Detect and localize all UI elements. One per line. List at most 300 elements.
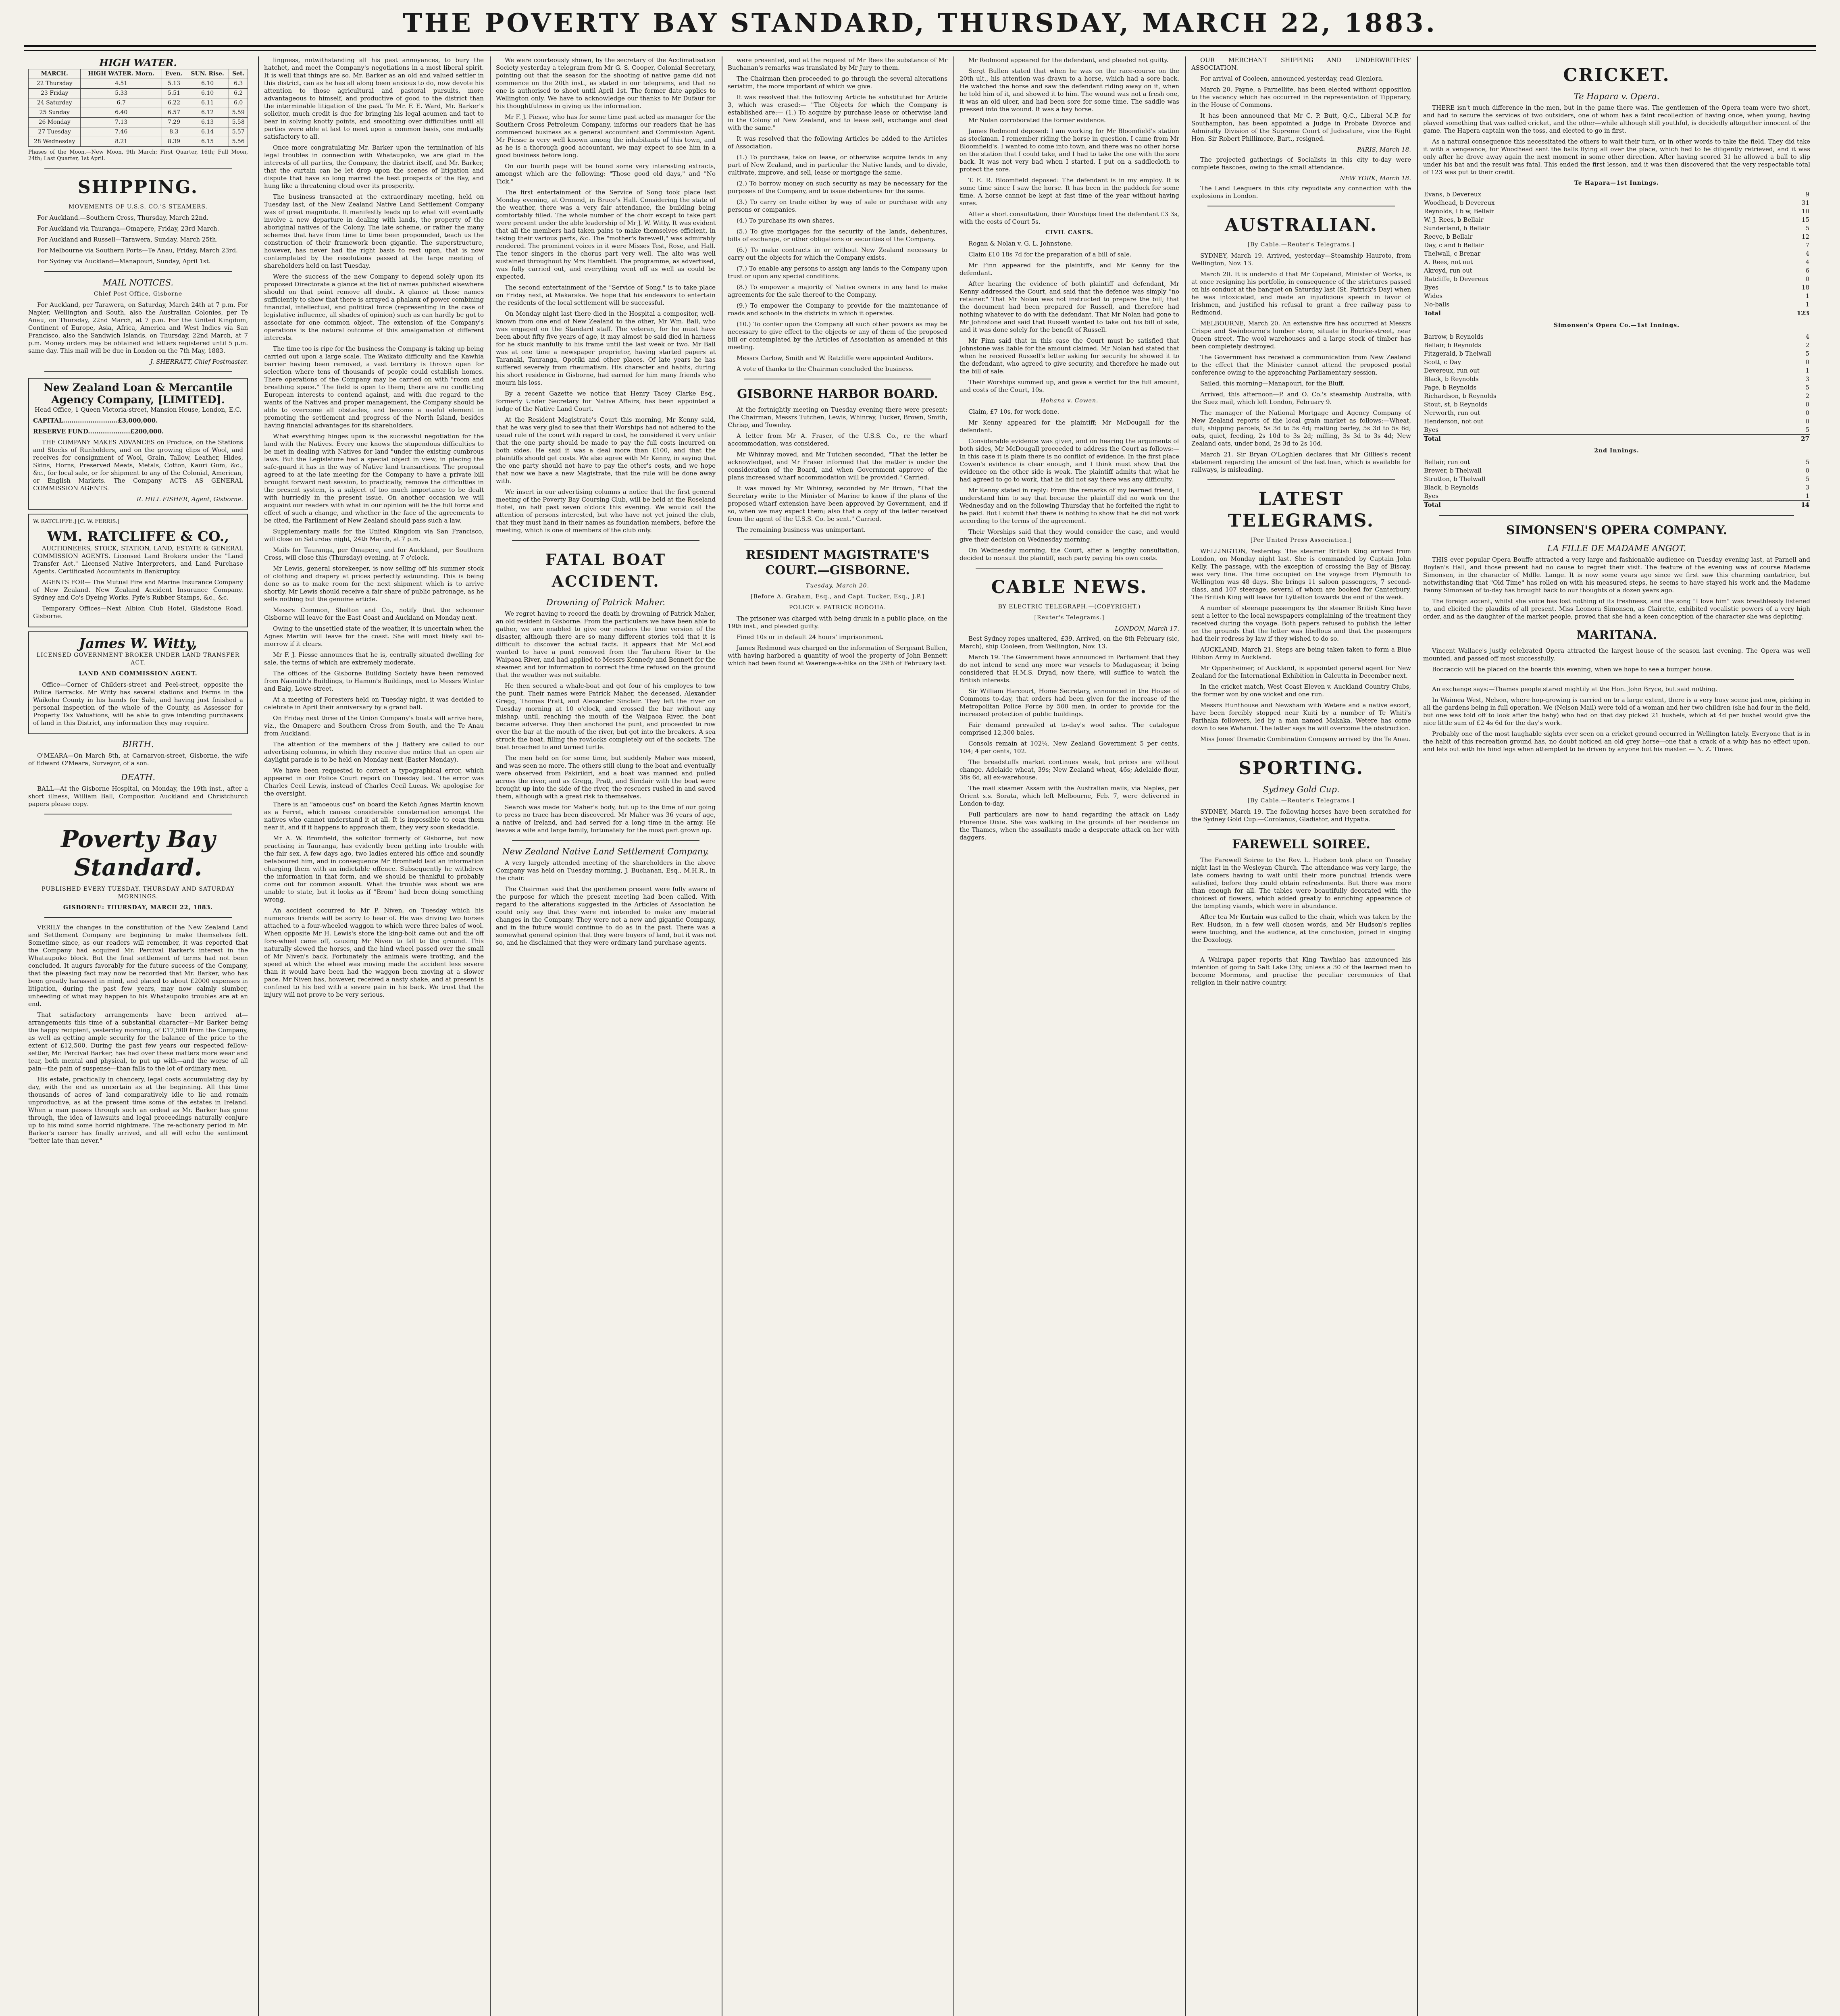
company-meeting-article bbox=[728, 56, 947, 373]
article-paragraph: Sergt Bullen stated that when he was on the race-course on the 20th ult., his attention was drawn to a horse, which had a sore back. He watched the horse and saw the defendant riding away on it, when he told him of it, and showed it to him. The wound was not a fresh one, it was an old ulcer, and had been sore for some time. The saddle was pressed into the wound. It was a bay horse. bbox=[960, 67, 1179, 113]
batsman-runs: 0 bbox=[1805, 467, 1809, 474]
article-paragraph: March 20. Payne, a Parnellite, has been elected without opposition to the vacancy which has occurred in the representation of Tipperary, in the House of Commons. bbox=[1191, 86, 1411, 108]
batsman-runs: 0 bbox=[1805, 275, 1809, 283]
batsman-name: Day, c and b Bellair bbox=[1424, 242, 1484, 249]
batsman-name: Strutton, b Thelwall bbox=[1424, 475, 1486, 483]
magistrates-court-article bbox=[728, 615, 947, 667]
scorecard-row bbox=[1423, 258, 1810, 267]
column-rule bbox=[953, 56, 954, 2016]
tide-cell: 6.3 bbox=[229, 79, 248, 89]
fatal-accident-article bbox=[496, 610, 716, 834]
tide-cell: 6.57 bbox=[162, 108, 186, 118]
article-paragraph: Mr Redmond appeared for the defendant, and pleaded not guilty. bbox=[968, 56, 1169, 64]
total-label: Total bbox=[1423, 501, 1784, 510]
maritana-heading: MARITANA. bbox=[1576, 628, 1657, 642]
scorecard-row bbox=[1423, 333, 1810, 341]
article-paragraph: (4.) To purchase its own shares. bbox=[737, 217, 835, 224]
column-1 bbox=[28, 56, 248, 2016]
batsman-name: Byes bbox=[1424, 426, 1439, 433]
tide-cell: 6.12 bbox=[186, 108, 229, 118]
article-paragraph: THERE isn't much difference in the men, but in the game there was. The gentlemen of the Opera team were two short, and had to secure the services of two outsiders, one of whom has a faint recollection of having once, when young, having played something that was called cricket, and the other—while although still youthful, is decidedly altogether innocent of the game. The Hapera captain won the toss, and elected to go in first. bbox=[1423, 104, 1810, 134]
shipping-heading: SHIPPING. bbox=[77, 177, 199, 198]
batsman-name: Brewer, b Thelwall bbox=[1424, 467, 1482, 474]
tide-row bbox=[29, 127, 248, 137]
scorecard-row bbox=[1423, 350, 1810, 358]
article-paragraph: Fined 10s or in default 24 hours' imprisonment. bbox=[737, 633, 884, 641]
divider bbox=[1439, 679, 1794, 680]
mail-notices-signature: J. SHERRATT, Chief Postmaster. bbox=[150, 358, 248, 365]
scorecard-row bbox=[1423, 233, 1810, 241]
tide-cell: 25 Sunday bbox=[29, 108, 81, 118]
native-land-company-article bbox=[496, 859, 716, 947]
scorecard-row bbox=[1423, 341, 1810, 350]
batsman-name: Byes bbox=[1424, 284, 1439, 291]
editorial-paragraph: VERILY the changes in the constitution of the New Zealand Land and Settlement Company are beginning to make themselves felt. Sometime since, as our readers will remember, it was reported that the Company had acquired Mr. Percival Barker's interest in the Whataupoko block. But the final settlement of terms had not been concluded. It augurs favorably for the future success of the Company, that the pleasing fact may now be recorded that Mr. Barker, who has been greatly harassed in mind, and placed to about £2000 expenses in litigation, during the past few years, may now calmly slumber, unheeding of what may happen to his Whataupoko troubles are at an end. bbox=[28, 924, 248, 1008]
article-paragraph: The manager of the National Mortgage and Agency Company of New Zealand reports of the local grain market as follows:—Wheat, dull; shipping parcels, 5s 3d to 5s 4d; malting barley, 5s 3d to 5s 6d; oats, quiet, feeding, 2s 10d to 3s 2d; milling, 3s 3d to 3s 4d; New Zealand oats, under bond, 2s 3d to 2s 10d. bbox=[1191, 409, 1411, 447]
tide-row bbox=[29, 89, 248, 98]
fatal-accident-heading: FATAL BOAT ACCIDENT. bbox=[545, 550, 666, 590]
batsman-runs: 4 bbox=[1805, 333, 1809, 340]
article-paragraph: SYDNEY, March 19. Arrived, yesterday—Steamship Hauroto, from Wellington, Nov. 13. bbox=[1191, 252, 1411, 267]
batsman-name: Black, b Reynolds bbox=[1424, 484, 1479, 491]
article-paragraph: Mr Whinray moved, and Mr Tutchen seconded, "That the letter be acknowledged, and Mr Fraser informed that the matter is under the consideration of the Board, and when Government approve of the plans increased wharf accommodation will be provided." Carried. bbox=[728, 451, 947, 481]
batsman-runs: 15 bbox=[1801, 216, 1809, 223]
article-paragraph: The Farewell Soiree to the Rev. L. Hudson took place on Tuesday night last in the Wesleyan Church. The attendance was very large, the late comers having to wait until their more punctual friends were satisfied, before they could obtain refreshments. But there was more than enough for all. The tables were beautifully decorated with the choicest of flowers, which added greatly to enriching appearance of the tempting viands, which were in abundance. bbox=[1191, 856, 1411, 910]
batsman-name: A. Rees, not out bbox=[1424, 258, 1473, 266]
batsman-name: Reeve, b Bellair bbox=[1424, 233, 1473, 240]
batsman-name: No-balls bbox=[1424, 301, 1450, 308]
news-paragraph: The business transacted at the extraordinary meeting, held on Tuesday last, of the New Zealand Native Land Settlement Company was of great magnitude. It manifestly leads up to what will eventually involve a new departure in dealing with lands, the property of the aboriginal natives of the Colony. The late scheme, or rather the many schemes that have from time to time been propounded, teach us the construction of their framework been gigantic. The superstructure, however, has never had the right basis to rest upon, that is now contemplated by the resolutions passed at the large meeting of shareholders held on last Tuesday. bbox=[264, 193, 484, 269]
shipping-subheading: MOVEMENTS OF U.S.S. CO.'S STEAMERS. bbox=[69, 204, 208, 210]
batsman-runs: 2 bbox=[1805, 392, 1809, 400]
innings-2-heading: Simonsen's Opera Co.—1st Innings. bbox=[1553, 322, 1680, 329]
cricket-subheading: Te Hapara v. Opera. bbox=[1574, 92, 1660, 101]
article-paragraph: The mail steamer Assam with the Australian mails, via Naples, per Orient s.s. Sorata, which left Melbourne, Feb. 7, were delivered in London to-day. bbox=[960, 785, 1179, 807]
batsman-runs: 10 bbox=[1801, 208, 1809, 215]
magistrates-court-heading: RESIDENT MAGISTRATE'S COURT.—GISBORNE. bbox=[745, 548, 930, 577]
article-paragraph: The prisoner was charged with being drunk in a public place, on the 19th inst., and pleaded guilty. bbox=[728, 615, 947, 630]
scorecard-row bbox=[1423, 367, 1810, 375]
farewell-soiree-article bbox=[1191, 856, 1411, 944]
tide-row bbox=[29, 79, 248, 89]
news-paragraph: At a meeting of Foresters held on Tuesday night, it was decided to celebrate in April their anniversary by a grand ball. bbox=[264, 696, 484, 711]
column-rule bbox=[1185, 56, 1186, 2016]
news-paragraph: What everything hinges upon is the successful negotiation for the land with the Natives. Every one knows the stupendous difficulties to be met in dealing with Natives for land "under the existing cumbrous laws. But the Legislature had a special object in view, in placing the safe-guard it has in the way of Native land transactions. The proposal agreed to at the late meeting for the Company to have a private bill brought forward next session, to practically, remove the difficulties in the present system, is a subject of too much importance to be dealt with hurriedly in the present issue. On another occasion we will acquaint our readers with what in our opinion will be the full force and effect of such a change, and whether in the face of the agreements to be cited, the Parliament of New Zealand should pass such a law. bbox=[264, 433, 484, 524]
batsman-runs: 0 bbox=[1805, 418, 1809, 425]
column-6 bbox=[1191, 56, 1411, 2016]
masthead-title: THE POVERTY BAY STANDARD, THURSDAY, MARCH 22, 1883. bbox=[403, 8, 1437, 38]
batsman-name: Evans, b Devereux bbox=[1424, 191, 1482, 198]
article-paragraph: James Redmond was charged on the information of Sergeant Bullen, with having harbored a quantity of wool the property of John Bennett which had been found at Waerenga-a-hika on the 29th of February last. bbox=[728, 644, 947, 667]
news-paragraph: Mr F. J. Piesse, who has for some time past acted as manager for the Southern Cross Petroleum Company, informs our readers that he has commenced business as a general accountant and Commission Agent. Mr Piesse is very well known among the inhabitants of this town, and as he is a thorough good accountant, we may expect to see him in a good business before long. bbox=[496, 113, 716, 159]
divider bbox=[44, 271, 232, 272]
article-paragraph: were presented, and at the request of Mr Rees the substance of Mr Buchanan's remarks was translated by Mr Jury to them. bbox=[728, 56, 947, 71]
article-paragraph: Fair demand prevailed at to-day's wool sales. The catalogue comprised 12,300 bales. bbox=[960, 721, 1179, 736]
article-paragraph: In Waimea West, Nelson, where hop-growing is carried on to a large extent, there is a very busy scene just now, picking in all the gardens being in full operation. We (Nelson Mail) were told of a woman and her two children (she had four in the field, but one was told off to look after the baby) who had on that day picked 21 bushels, which at 4d per bushel would give the nice little sum of £2 4s 6d for the day's work. bbox=[1423, 696, 1810, 727]
tide-cell: 8.39 bbox=[162, 137, 186, 147]
tide-cell: 5.51 bbox=[162, 89, 186, 98]
article-paragraph: Mr Finn said that in this case the Court must be satisfied that Johnstone was liable for the amount claimed. Mr Nolan had stated that when he received Russell's letter asking for security he showed it to the defendant, who agreed to give security, and therefore he made out the bill of sale. bbox=[960, 337, 1179, 375]
news-paragraph: The second entertainment of the "Service of Song," is to take place on Friday next, at Makaraka. We hope that his endeavors to entertain the residents of the local settlement will be successful. bbox=[496, 284, 716, 306]
article-paragraph: The Chairman said that the gentlemen present were fully aware of the purpose for which the present meeting had been called. With regard to the alterations suggested in the Articles of Association he could only say that they were not intended to make any material changes in the Company. They were not a new and gigantic Company, and in the future would continue to do as in the past. There was a somewhat general opinion that they were buyers of land, but it was not so, and he disclaimed that they were ordinary land purchase agents. bbox=[496, 885, 716, 946]
article-paragraph: Mr Kenny appeared for the plaintiff; Mr McDougall for the defendant. bbox=[960, 419, 1179, 434]
death-notice: BALL—At the Gisborne Hospital, on Monday, the 19th inst., after a short illness, William Ball, Compositor. Auckland and Christchurch papers please copy. bbox=[28, 785, 248, 808]
article-paragraph: T. E. R. Bloomfield deposed: The defendant is in my employ. It is some time since I saw the horse. It has been in the paddock for some time. A horse cannot be kept at fast time of the year without having sores. bbox=[960, 177, 1179, 207]
news-paragraph: The time too is ripe for the business the Company is taking up being carried out upon a large scale. The Waikato difficulty and the Kawhia barrier having been removed, a vast territory is thrown open for selection where tens of thousands of people could establish homes. There operations of the Company may be carried on with "room and breathing space." The field is open to them; there are no conflicting European interests to contend against, and with due regard to the wants of the Natives and proper management, the Company should be able to overcome all obstacles, and become a useful element in promoting the settlement and progress of the North Island, besides having financial advantages for its shareholders. bbox=[264, 345, 484, 429]
shipping-item: For Sydney via Auckland—Manapouri, Sunday, April 1st. bbox=[37, 258, 211, 265]
innings-1-scorecard bbox=[1423, 190, 1810, 318]
innings-1-heading: Te Hapara—1st Innings. bbox=[1574, 180, 1659, 186]
article-paragraph: The Chairman then proceeded to go through the several alterations seriatim, the more important of which we give. bbox=[728, 75, 947, 90]
batsman-name: Wides bbox=[1424, 292, 1443, 300]
tide-cell: 6.22 bbox=[162, 98, 186, 108]
batsman-runs: 4 bbox=[1805, 258, 1809, 266]
article-paragraph: (1.) To purchase, take on lease, or otherwise acquire lands in any part of New Zealand, and in particular the Native lands, and to divide, cultivate, improve, and sell, lease or mortgage the same. bbox=[728, 154, 947, 176]
article-paragraph: The remaining business was unimportant. bbox=[737, 526, 866, 533]
tide-table-body bbox=[29, 79, 248, 147]
column-rule bbox=[1417, 56, 1418, 2016]
batsman-name: Bellair, run out bbox=[1424, 458, 1470, 466]
civil-cases-heading: CIVIL CASES. bbox=[1045, 229, 1094, 236]
local-news-paragraphs bbox=[264, 56, 484, 999]
tide-row bbox=[29, 118, 248, 127]
article-paragraph: In the cricket match, West Coast Eleven v. Auckland Country Clubs, the former won by one wicket and one run. bbox=[1191, 683, 1411, 698]
tide-cell: 28 Wednesday bbox=[29, 137, 81, 147]
tide-cell: 4.51 bbox=[81, 79, 162, 89]
article-paragraph: After hearing the evidence of both plaintiff and defendant, Mr Kenny addressed the Court, and said that the defence was simply "no retainer." That Mr Nolan was not instructed to prepare the bill; that the document had been prepared for Russell, and therefore had nothing whatever to do with the defendant. That Mr Nolan had gone to Mr Johnstone and said that Russell wanted to take out his bill of sale, and it was done solely for the benefit of Russell. bbox=[960, 280, 1179, 333]
shipping-item: For Melbourne via Southern Ports—Te Anau, Friday, March 23rd. bbox=[37, 247, 238, 254]
article-paragraph: March 19. The Government have announced in Parliament that they do not intend to send any more war vessels to Madagascar, it being considered that H.M.S. Dryad, now there, will suffice to watch the British interests. bbox=[960, 654, 1179, 684]
news-paragraph: Mr F. J. Piesse announces that he is, centrally situated dwelling for sale, the terms of which are extremely moderate. bbox=[264, 651, 484, 666]
article-paragraph: Messrs Hunthouse and Newsham with Wetere and a native escort, have been forcibly stopped near Kuiti by a number of Te Whiti's Parihaka followers, led by a man named Makaka. Wetere has come down to see Wahanui. The latter says he will overcome the obstruction. bbox=[1191, 702, 1411, 732]
scorecard-total-row bbox=[1423, 309, 1810, 318]
australian-news bbox=[1191, 252, 1411, 474]
tide-header: SUN. Rise. bbox=[186, 69, 229, 79]
ratcliffe-office: Temporary Offices—Next Albion Club Hotel, Gladstone Road, Gisborne. bbox=[33, 605, 243, 620]
ratcliffe-agents: AGENTS FOR— The Mutual Fire and Marine Insurance Company of New Zealand. New Zealand Accident Insurance Company. Sydney and Co's Dyeing Works. Fyfe's Rubber Stamps, &c., &c. bbox=[33, 579, 243, 601]
boccaccio-text: Boccaccio will be placed on the boards this evening, when we hope to see a bumper house. bbox=[1432, 666, 1713, 673]
scorecard-total-row bbox=[1423, 501, 1810, 510]
tide-row bbox=[29, 108, 248, 118]
column-3 bbox=[496, 56, 716, 2016]
batsman-name: Richardson, b Reynolds bbox=[1424, 392, 1497, 400]
divider bbox=[1207, 479, 1395, 480]
loan-company-agent: R. HILL FISHER, Agent, Gisborne. bbox=[136, 496, 243, 503]
batsman-runs: 5 bbox=[1805, 475, 1809, 483]
mail-notices-heading: MAIL NOTICES. bbox=[102, 278, 174, 287]
tide-row bbox=[29, 98, 248, 108]
article-paragraph: SYDNEY, March 19. The following horses have been scratched for the Sydney Gold Cup:—Corolanus, Gladiator, and Hypatia. bbox=[1191, 808, 1411, 823]
news-paragraph: The first entertainment of the Service of Song took place last Monday evening, at Ormond, in Bruce's Hall. Considering the state of the weather, there was a very fair attendance, the building being comfortably filled. The whole number of the choir except to take part were present under the able leadership of Mr J. W. Witty. It was evident that all the members had taken pains to make themselves efficient, in taking their various parts, &c. The "mother's farewell," was admirably rendered. The prominent voices in it were Misses Test, Rose, and Hall. The tenor singers in the chorus part very well. The alto was well sustained throughout by Mrs Hamblett. The programme, as advertised, was fully carried out, and everything went off as well as could be expected. bbox=[496, 189, 716, 280]
divider bbox=[1439, 515, 1794, 516]
tide-cell: 7.13 bbox=[81, 118, 162, 127]
latest-telegrams-article bbox=[1191, 548, 1411, 743]
fatal-accident-subheading: Drowning of Patrick Maher. bbox=[546, 598, 665, 607]
news-paragraph: Mails for Tauranga, per Omapere, and for Auckland, per Southern Cross, will close this (Thursday) evening, at 7 o'clock. bbox=[264, 546, 484, 561]
batsman-name: Henderson, not out bbox=[1424, 418, 1484, 425]
news-paragraph: The attention of the members of the J Battery are called to our advertising columns, in which they receive due notice that an open air daylight parade is to be held on Monday next (Easter Monday). bbox=[264, 741, 484, 763]
cable-news-heading: CABLE NEWS. bbox=[991, 577, 1148, 598]
tide-cell: 26 Monday bbox=[29, 118, 81, 127]
batsman-runs: 1 bbox=[1805, 292, 1809, 300]
native-land-company-heading: New Zealand Native Land Settlement Company. bbox=[502, 847, 709, 856]
tide-row bbox=[29, 137, 248, 147]
news-paragraph: An accident occurred to Mr P. Niven, on Tuesday which his numerous friends will be sorry to hear of. He was driving two horses attached to a four-wheeled waggon to which were three bales of wool. When opposite Mr H. Lewis's store the king-bolt came out and the off fore-wheel came off, causing Mr Niven to fall to the ground. This naturally slewed the horses, and the hind wheel passed over the small of Mr Niven's back. Fortunately the animals were trotting, and the speed at which the wheel was moving made the accident less severe than it would have been had the waggon been moving at a slower pace. Mr Niven has, however, received a nasty shake, and at present is confined to his bed with a severe pain in his back. We trust that the injury will not prove to be very serious. bbox=[264, 907, 484, 998]
shipping-list bbox=[28, 214, 248, 265]
article-paragraph: MELBOURNE, March 20. An extensive fire has occurred at Messrs Crispe and Swinbourne's lumber store, situate in Bourke-street, near Queen street. The wool warehouses and a large stock of timber has been completely destroyed. bbox=[1191, 320, 1411, 350]
issue-date-line: GISBORNE: THURSDAY, MARCH 22, 1883. bbox=[63, 904, 213, 911]
news-paragraph: Supplementary mails for the United Kingdom via San Francisco, will close on Saturday night, 24th March, at 7 p.m. bbox=[264, 528, 484, 543]
scorecard-row bbox=[1423, 458, 1810, 467]
batsman-name: Byes bbox=[1424, 492, 1439, 500]
tide-cell: 22 Thursday bbox=[29, 79, 81, 89]
news-paragraph: Mr A. W. Bromfield, the solicitor formerly of Gisborne, but now practising in Tauranga, has evidently been getting into trouble with the fair sex. A few days ago, two ladies entered his office and soundly belaboured him, and in consequence Mr Bromfield laid an information charging them with an indictable offence. Subsequently he withdrew the information in that form, and we should be thankful to probably come out for common assault. What the trouble was about we are unable to state, but it looks as if "Brom" had been doing something wrong. bbox=[264, 835, 484, 903]
divider bbox=[1207, 749, 1395, 750]
death-heading: DEATH. bbox=[121, 773, 156, 782]
article-paragraph: THIS ever popular Opera Bouffe attracted a very large and fashionable audience on Tuesday evening last, at Parnell and Boylan's Hall, and those present had no cause to regret their visit. The feature of the evening was of course Madame Simonsen, in the character of Mdlle. Lange. It is now some years ago since we first saw this charming cantatrice, but notwithstanding that "Old Time" has rolled on with his measured steps, he seems to have stayed his work and the Madame Fanny Simonsen of to-day has brought back to our thoughts of a dozen years ago. bbox=[1423, 556, 1810, 594]
harbor-board-article bbox=[728, 406, 947, 534]
news-paragraph: lingness, notwithstanding all his past annoyances, to bury the hatchet, and meet the Company's negotiations in a most liberal spirit. It is well that things are so. Mr. Barker as an old and valued settler in this district, can as he has all along been anxious to do, now devote his attention to those agricultural and pastoral pursuits, more advantageous to himself, and productive of good to the district than the interminable litigation of the past. To Mr. F. E. Ward, Mr. Barker's solicitor, much credit is due for bringing his legal acumen and tact to bear in solving knotty points, and smoothing over difficulties until all parties were able at last to meet upon a common basis, one mutually satisfactory to all. bbox=[264, 56, 484, 140]
tide-header: MARCH. bbox=[29, 69, 81, 79]
batsman-runs: 6 bbox=[1805, 267, 1809, 274]
scorecard-row bbox=[1423, 190, 1810, 199]
article-paragraph: The breadstuffs market continues weak, but prices are without change. Adelaide wheat, 39s; New Zealand wheat, 46s; Adelaide flour, 38s 6d, all ex-warehouse. bbox=[960, 758, 1179, 781]
scorecard-row bbox=[1423, 199, 1810, 207]
batsman-runs: 0 bbox=[1805, 358, 1809, 366]
civil-cases-article bbox=[960, 240, 1179, 394]
opera-company-subheading: LA FILLE DE MADAME ANGOT. bbox=[1547, 544, 1686, 553]
article-paragraph: Consols remain at 102¼. New Zealand Government 5 per cents, 104; 4 per cents, 102. bbox=[960, 740, 1179, 755]
loan-company-reserve: RESERVE FUND....................£200,000. bbox=[33, 428, 164, 435]
tide-cell: 8.3 bbox=[162, 127, 186, 137]
batsman-runs: 9 bbox=[1805, 191, 1809, 198]
news-paragraph: Once more congratulating Mr. Barker upon the termination of his legal troubles in connection with Whataupoko, we are glad in the interests of all parties, the Company, the district itself, and Mr. Barker, that the curtain can be let drop upon the scenes of litigation and dispute that have so long marred the best prospects of the Bay, and hung like a threatening cloud over its prosperity. bbox=[264, 144, 484, 190]
article-paragraph: (2.) To borrow money on such security as may be necessary for the purposes of the Company, and to issue debentures for the same. bbox=[728, 180, 947, 195]
tide-cell: 6.14 bbox=[186, 127, 229, 137]
harbor-board-heading: GISBORNE HARBOR BOARD. bbox=[737, 387, 938, 401]
article-paragraph: (9.) To empower the Company to provide for the maintenance of roads and schools in the districts in which it operates. bbox=[728, 302, 947, 317]
opera-company-article bbox=[1423, 556, 1810, 621]
exchange-paragraphs bbox=[1423, 685, 1810, 753]
article-paragraph: It was resolved that the following Article be substituted for Article 3, which was erased:— "The Objects for which the Company is established are:— (1.) To acquire by purchase lease or otherwise land in the Colony of New Zealand, and to lease sell, exchange and deal with the same." bbox=[728, 94, 947, 131]
australian-heading: AUSTRALIAN. bbox=[1224, 215, 1378, 235]
news-paragraph: By a recent Gazette we notice that Henry Tacey Clarke Esq., formerly Under Secretary for Native Affairs, has been appointed a judge of the Native Land Court. bbox=[496, 390, 716, 412]
batsman-runs: 18 bbox=[1801, 284, 1809, 291]
total-label: Total bbox=[1423, 435, 1784, 444]
batsman-name: Reynolds, l b w, Bellair bbox=[1424, 208, 1494, 215]
ratcliffe-partners: W. RATCLIFFE.] [C. W. FERRIS.] bbox=[33, 519, 120, 525]
batsman-runs: 3 bbox=[1805, 484, 1809, 491]
hohana-cowen-heading: Hohana v. Cowen. bbox=[1040, 398, 1099, 404]
australian-sub: [By Cable.—Reuter's Telegrams.] bbox=[1247, 242, 1355, 248]
batsman-runs: 12 bbox=[1801, 233, 1809, 240]
tide-cell: 5.33 bbox=[81, 89, 162, 98]
batsman-runs: 7 bbox=[1805, 242, 1809, 249]
article-paragraph: Messrs Carlow, Smith and W. Ratcliffe were appointed Auditors. bbox=[737, 354, 934, 362]
news-paragraph: We were courteously shown, by the secretary of the Acclimatisation Society yesterday a telegram from Mr G. S. Cooper, Colonial Secretary, pointing out that the season for the shooting of native game did not commence on the 20th inst., as stated in our telegrams, and that no one is authorised to shoot until April 1st. The former date applies to Wellington only. We have to acknowledge our thanks to Mr Dufaur for his thoughtfulness in giving us the information. bbox=[496, 56, 716, 110]
batsman-runs: 3 bbox=[1805, 375, 1809, 383]
divider bbox=[44, 917, 232, 918]
latest-telegrams-sub: [Per United Press Association.] bbox=[1250, 537, 1352, 544]
article-paragraph: We regret having to record the death by drowning of Patrick Maher, an old resident in Gisborne. From the particulars we have been able to gather, we are enabled to give our readers the true version of the disaster, although there are so many different stories told that it is difficult to discover the actual facts. It appears that Mr McLeod wanted to have a punt removed from the Taruheru River to the Waipaoa River, and had applied to Messrs Kennedy and Bennett for the steamer, and for information to correct the time refused on the ground that the weather was not suitable. bbox=[496, 610, 716, 679]
scorecard-row bbox=[1423, 358, 1810, 367]
batsman-name: Ratcliffe, b Devereux bbox=[1424, 275, 1489, 283]
article-paragraph: Sir William Harcourt, Home Secretary, announced in the House of Commons to-day, that orders had been given for the increase of the Metropolitan Police Force by 500 men, in order to provide for the increased protection of public buildings. bbox=[960, 687, 1179, 718]
batsman-runs: 5 bbox=[1805, 426, 1809, 433]
tide-cell: 23 Friday bbox=[29, 89, 81, 98]
article-paragraph: It was moved by Mr Whinray, seconded by Mr Brown, "That the Secretary write to the Minister of Marine to know if the plans of the proposed wharf extension have been approved by Government, and if so, when we may expect them; also that a copy of the letter received from the agent of the U.S.S. Co. be sent." Carried. bbox=[728, 485, 947, 523]
scorecard-row bbox=[1423, 417, 1810, 426]
batsman-name: Black, b Reynolds bbox=[1424, 375, 1479, 383]
batsman-runs: 31 bbox=[1801, 199, 1809, 206]
masthead-rule bbox=[24, 45, 1816, 47]
article-paragraph: A vote of thanks to the Chairman concluded the business. bbox=[737, 365, 914, 373]
innings-3-scorecard bbox=[1423, 458, 1810, 509]
news-paragraph: Owing to the unsettled state of the weather, it is uncertain when the Agnes Martin will leave for the coast. She will most likely sail to-morrow if it clears. bbox=[264, 625, 484, 648]
tide-cell: 5.13 bbox=[162, 79, 186, 89]
scorecard-row bbox=[1423, 267, 1810, 275]
mail-notices-sub: Chief Post Office, Gisborne bbox=[94, 291, 183, 297]
sporting-article bbox=[1191, 808, 1411, 823]
scorecard-row bbox=[1423, 250, 1810, 258]
batsman-name: W. J. Rees, b Bellair bbox=[1424, 216, 1484, 223]
batsman-runs: 2 bbox=[1805, 342, 1809, 349]
news-paragraph: At the Resident Magistrate's Court this morning, Mr Kenny said, that he was very glad to see that their Worships had not adhered to the usual rule of the court with regard to cost, he considered it very unfair that the one party should be made to pay the full costs incurred on both sides. He said it was a deal more than £100, and that the plaintiffs should get costs. We also agree with Mr Kenny, in saying that the one party should not have to pay the other's costs, and we hope that now we have a new Magistrate, that the rule will be done away with. bbox=[496, 416, 716, 485]
batsman-runs: 5 bbox=[1805, 350, 1809, 357]
divider bbox=[512, 540, 699, 541]
article-paragraph: (7.) To enable any persons to assign any lands to the Company upon trust or upon any special conditions. bbox=[728, 265, 947, 280]
news-paragraph: We insert in our advertising columns a notice that the first general meeting of the Poverty Bay Coursing Club, will be held at the Roseland Hotel, on half past seven o'clock this evening. We would call the attention of persons interested, but who have not yet joined the club, that they must hand in their names as foundation members, before the meeting, which is one of members of the club only. bbox=[496, 488, 716, 534]
batsman-name: Nerworth, run out bbox=[1424, 409, 1480, 417]
article-paragraph: OUR MERCHANT SHIPPING AND UNDERWRITERS' ASSOCIATION. bbox=[1191, 56, 1411, 71]
tide-cell: 5.58 bbox=[229, 118, 248, 127]
article-paragraph: For arrival of Cooleen, announced yesterday, read Glenlora. bbox=[1200, 75, 1384, 82]
article-paragraph: An exchange says:—Thames people stared mightily at the Hon. John Bryce, but said nothing. bbox=[1432, 685, 1717, 693]
court-report-continued bbox=[960, 56, 1179, 226]
wairapa-paragraph: A Wairapa paper reports that King Tawhiao has announced his intention of going to Salt Lake City, unless a 30 of the learned men to become Mormons, and practise the peculiar ceremonies of that religion in their native country. bbox=[1191, 956, 1411, 986]
editorial-paragraph: His estate, practically in chancery, legal costs accumulating day by day, with the end as uncertain as at the beginning. All this time thousands of acres of land comparatively idle to lie and remain unproductive, as at the present time some of the estates in Ireland. When a man passes through such an ordeal as Mr. Barker has gone through, the idea of lawsuits and legal proceedings naturally conjure up to his mind some horrid nightmare. The re-actionary period in Mr. Barker's career has finally arrived, and all will echo the sentiment "better late than never." bbox=[28, 1076, 248, 1144]
hohana-cowen-article bbox=[960, 408, 1179, 562]
tide-cell: 6.11 bbox=[186, 98, 229, 108]
batsman-name: Bellair, b Reynolds bbox=[1424, 342, 1482, 349]
batsman-name: Thelwall, c Brenar bbox=[1424, 250, 1481, 257]
local-news-paragraphs bbox=[496, 56, 716, 534]
scorecard-row bbox=[1423, 392, 1810, 400]
witty-text: Office—Corner of Childers-street and Peel-street, opposite the Police Barracks. Mr Witty has several stations and Farms in the Waikohu County in his hands for Sale, and having just finished a personal inspection of the whole of the County, as Assessor for Property Tax Valuations, will be able to give intending purchasers of land in this District, any information they may require. bbox=[33, 681, 243, 727]
article-paragraph: Mr Finn appeared for the plaintiffs, and Mr Kenny for the defendant. bbox=[960, 262, 1179, 277]
article-paragraph: (10.) To confer upon the Company all such other powers as may be necessary to give effect to the objects or any of them of the proposed bill or contemplated by the Articles of Association as amended at this meeting. bbox=[728, 321, 947, 351]
masthead-rule-thin bbox=[24, 50, 1816, 51]
mail-notices-text: For Auckland, per Tarawera, on Saturday, March 24th at 7 p.m. For Napier, Wellington and South, also the Australian Colonies, per Te Anau, on Thursday, 22nd March, at 7 p.m. For the United Kingdom, Continent of Europe, Asia, Africa, America and West Indies via San Francisco, also the Sandwich Islands, on Thursday, 22nd March, at 7 p.m. Money orders may be obtained and letters registered until 5 p.m. same day. This mail will be due in London on the 7th May, 1883. bbox=[28, 301, 248, 354]
farewell-soiree-heading: FAREWELL SOIREE. bbox=[1232, 837, 1370, 852]
article-paragraph: Mr Nolan corroborated the former evidence. bbox=[968, 117, 1106, 124]
shipping-item: For Auckland via Tauranga—Omapere, Friday, 23rd March. bbox=[37, 225, 219, 232]
new-york-news: The Land Leaguers in this city repudiate any connection with the explosions in London. bbox=[1191, 185, 1411, 200]
article-paragraph: Arrived, this afternoon—P. and O. Co.'s steamship Australia, with the Suez mail, which left London, February 9. bbox=[1191, 391, 1411, 406]
tide-cell: 6.40 bbox=[81, 108, 162, 118]
article-paragraph: Miss Jones' Dramatic Combination Company arrived by the Te Anau. bbox=[1200, 735, 1411, 743]
article-paragraph: March 21. Sir Bryan O'Loghlen declares that Mr Gillies's recent statement regarding the amount of the last loan, which is available for railways, is misleading. bbox=[1191, 451, 1411, 473]
article-paragraph: At the fortnightly meeting on Tuesday evening there were present: The Chairman, Messrs Tutchen, Lewis, Whinray, Tucker, Brown, Smith, Chrisp, and Townley. bbox=[728, 406, 947, 429]
tide-cell: 6.15 bbox=[186, 137, 229, 147]
scorecard-row bbox=[1423, 275, 1810, 283]
opera-company-heading: SIMONSEN'S OPERA COMPANY. bbox=[1506, 523, 1728, 537]
article-paragraph: Their Worships summed up, and gave a verdict for the full amount, and costs of the Court, 10s. bbox=[960, 379, 1179, 394]
batsman-name: Scott, c Day bbox=[1424, 358, 1461, 366]
tide-cell: 6.7 bbox=[81, 98, 162, 108]
scorecard-row bbox=[1423, 492, 1810, 501]
batsman-name: Woodhead, b Devereux bbox=[1424, 199, 1495, 206]
sporting-subheading: Sydney Gold Cup. bbox=[1263, 785, 1340, 794]
scorecard-row bbox=[1423, 207, 1810, 216]
article-paragraph: (6.) To make contracts in or without New Zealand necessary to carry out the objects for which the Company exists. bbox=[728, 246, 947, 261]
cricket-article bbox=[1423, 104, 1810, 176]
news-paragraph: Mr Lewis, general storekeeper, is now selling off his summer stock of clothing and drapery at prices perfectly astounding. This is being done so as to make room for the next shipment which is to arrive shortly. Mr Lewis should receive a fair share of public patronage, as he sells nothing but the genuine article. bbox=[264, 565, 484, 603]
article-paragraph: Claim, £7 10s, for work done. bbox=[968, 408, 1059, 415]
article-paragraph: Full particulars are now to hand regarding the attack on Lady Florence Dixie. She was walking in the grounds of her residence on the Thames, when the assailants made a desperate attack on her with daggers. bbox=[960, 811, 1179, 841]
article-paragraph: Probably one of the most laughable sights ever seen on a cricket ground occurred in Wellington lately. Everyone that is in the habit of this recreation ground has, no doubt noticed an old grey horse—one that a crack of a whip has no effect upon, and lets out with his hind legs when attempted to be driven by anyone but his master. — N. Z. Times. bbox=[1423, 730, 1810, 753]
maritana-text: Vincent Wallace's justly celebrated Opera attracted the largest house of the season last evening. The Opera was well mounted, and passed off most successfully. bbox=[1423, 647, 1810, 662]
batsman-name: Devereux, run out bbox=[1424, 367, 1480, 374]
ratcliffe-text: AUCTIONEERS, STOCK, STATION, LAND, ESTATE & GENERAL COMMISSION AGENTS. Licensed Land Brokers under the "Land Transfer Act." Licensed Native Interpreters, and Land Purchase Agents. Certificated Accountants in Bankruptcy. bbox=[33, 545, 243, 575]
tide-cell: 5.57 bbox=[229, 127, 248, 137]
sporting-sub-2: [By Cable.—Reuter's Telegrams.] bbox=[1247, 798, 1355, 804]
article-paragraph: The men held on for some time, but suddenly Maher was missed, and was seen no more. The others still clung to the boat and eventually were observed from Pakirikiri, and a boat was manned and pulled across the river, and as Gregg, Pratt, and Sinclair with the boat were brought up into the side of the river, the rescuers rushed in and saved them, although with a great risk to themselves. bbox=[496, 754, 716, 800]
batsman-name: Barrow, b Reynolds bbox=[1424, 333, 1484, 340]
witty-advertisement bbox=[28, 631, 248, 734]
total-label: Total bbox=[1423, 309, 1784, 318]
scorecard-row bbox=[1423, 224, 1810, 233]
total-runs: 123 bbox=[1784, 309, 1810, 318]
new-york-dateline: NEW YORK, March 18. bbox=[1340, 175, 1411, 182]
tide-header: Set. bbox=[229, 69, 248, 79]
latest-telegrams-heading: LATEST TELEGRAMS. bbox=[1228, 489, 1375, 531]
cable-news-dateline: LONDON, March 17. bbox=[1115, 625, 1179, 632]
scorecard-row bbox=[1423, 467, 1810, 475]
ratcliffe-title: WM. RATCLIFFE & CO., bbox=[47, 529, 229, 545]
scorecard-row bbox=[1423, 283, 1810, 292]
shipping-item: For Auckland.—Southern Cross, Thursday, March 22nd. bbox=[37, 214, 209, 221]
tide-cell: 24 Saturday bbox=[29, 98, 81, 108]
article-paragraph: A letter from Mr A. Fraser, of the U.S.S. Co., re the wharf accommodation, was considered. bbox=[728, 432, 947, 447]
magistrates-court-case: POLICE v. PATRICK RODOHA. bbox=[789, 604, 887, 611]
article-paragraph: As a natural consequence this necessitated the others to wait their turn, or in other words to take the field. They did take it with a vengeance, for Woodhead sent the balls flying all over the place, which had to be diligently retrieved, and it was only after he drove away again the next moment in some other direction. After having scored 31 he allowed a ball to slip under his bat and the result was fatal. This ended the first lesson, and it was then discovered that the very respectable total of 123 was put to their credit. bbox=[1423, 138, 1810, 176]
article-paragraph: Sailed, this morning—Manapouri, for the Bluff. bbox=[1200, 380, 1345, 387]
article-paragraph: WELLINGTON, Yesterday. The steamer British King arrived from London, on Monday night last. She is commanded by Captain John Kelly. The passage, with the exception of crossing the Bay of Biscay, was very fine. The time occupied on the voyage from Plymouth to Wellington was 48 days. She brings 11 saloon passengers, 7 second-class, and 107 steerage, several of whom are booked for Canterbury. The British King will leave for Lyttelton towards the end of the week. bbox=[1191, 548, 1411, 601]
sporting-heading: SPORTING. bbox=[1238, 758, 1364, 779]
article-paragraph: Their Worships said that they would consider the case, and would give their decision on Wednesday morning. bbox=[960, 528, 1179, 543]
editorial-article bbox=[28, 924, 248, 1145]
tide-cell: 7.46 bbox=[81, 127, 162, 137]
tide-header: Even. bbox=[162, 69, 186, 79]
article-paragraph: The foreign accent, whilst she voice has lost nothing of its freshness, and the song "I love him" was breathlessly listened to, and elicited the plaudits of all present. Miss Leonora Simonsen, as Clairette, exhibited vocalistic powers of a very high order, and as the daughter of the market people, proved that she had a keen conception of the character she was depicting. bbox=[1423, 598, 1810, 620]
article-paragraph: After tea Mr Kurtain was called to the chair, which was taken by the Rev. Hudson, in a few well chosen words, and Mr Hudson's replies were touching, and the audience, at the conclusion, joined in singing the Doxology. bbox=[1191, 913, 1411, 943]
article-paragraph: A very largely attended meeting of the shareholders in the above Company was held on Tuesday morning, J. Buchanan, Esq., M.H.R., in the chair. bbox=[496, 859, 716, 882]
tide-cell: 27 Tuesday bbox=[29, 127, 81, 137]
tide-cell: 6.10 bbox=[186, 79, 229, 89]
divider bbox=[744, 539, 931, 540]
tide-cell: 6.10 bbox=[186, 89, 229, 98]
loan-company-title: New Zealand Loan & Mercantile Agency Company, [LIMITED]. bbox=[44, 382, 233, 406]
cable-news-article bbox=[960, 635, 1179, 841]
tide-cell: 5.59 bbox=[229, 108, 248, 118]
witty-subtitle: LICENSED GOVERNMENT BROKER UNDER LAND TRANSFER ACT. bbox=[36, 652, 240, 666]
news-paragraph: Were the success of the new Company to depend solely upon its proposed Directorate a glance at the list of names published elsewhere should on that point remove all doubt. A glance at those names sufficiently to show that there is arrayed a phalanx of power combining financial, intellectual, and political force (representing in the case of legislative influence, all shades of opinion) such as can hardly be got to associate for one common object. The extension of the Company's operations is the natural outcome of this amalgamation of different interests. bbox=[264, 273, 484, 342]
article-paragraph: (3.) To carry on trade either by way of sale or purchase with any persons or companies. bbox=[728, 198, 947, 213]
scorecard-row bbox=[1423, 426, 1810, 435]
batsman-name: Fitzgerald, b Thelwall bbox=[1424, 350, 1491, 357]
paris-dateline: PARIS, March 18. bbox=[1357, 146, 1411, 153]
